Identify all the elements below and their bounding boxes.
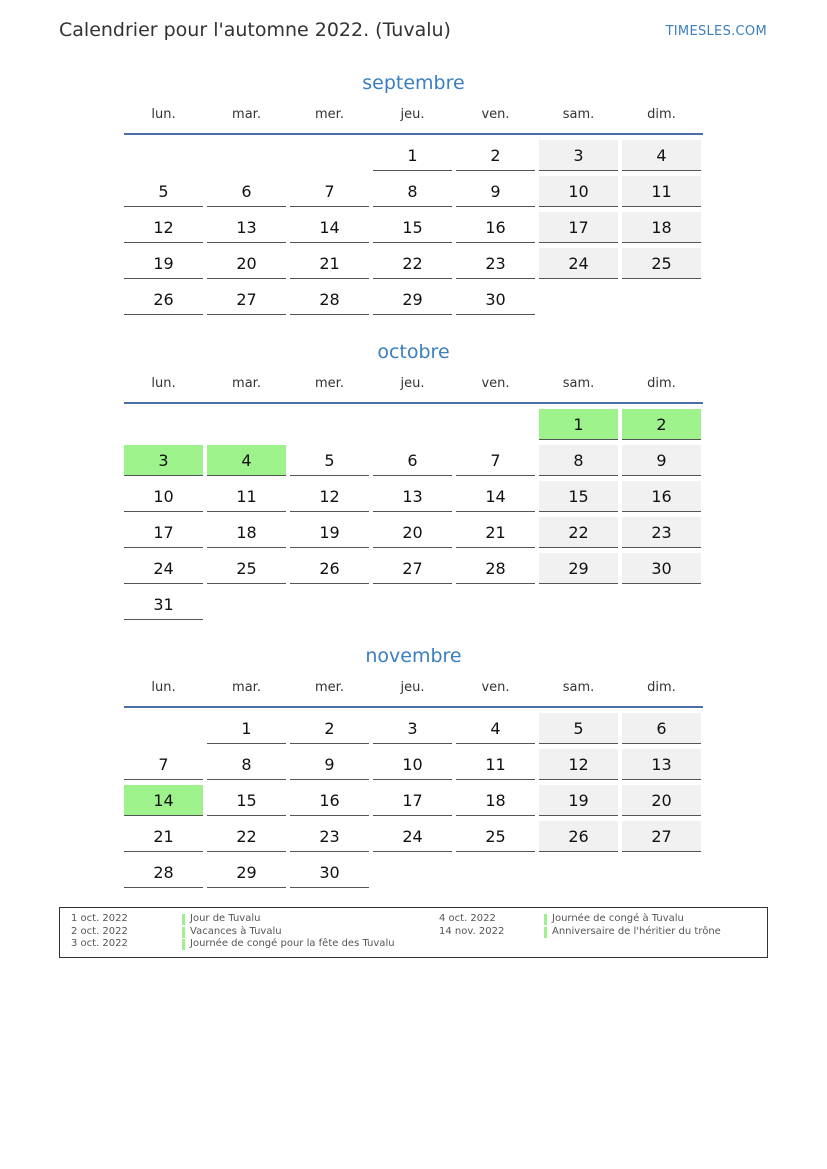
day-cell: 27 [622,821,701,852]
holiday-day-cell: 4 [207,445,286,476]
weekday-header [124,372,703,396]
day-cell: 20 [373,517,452,548]
empty-cell [124,140,203,171]
day-cell: 21 [290,248,369,279]
day-cell: 4 [622,140,701,171]
empty-cell [207,409,286,440]
holiday-day-cell: 2 [622,409,701,440]
day-cell: 15 [539,481,618,512]
day-grid [124,140,703,315]
day-cell: 8 [373,176,452,207]
legend-holiday-name: Journée de congé à Tuvalu [552,913,684,924]
weekday-label: jeu. [400,680,425,695]
day-cell: 16 [290,785,369,816]
day-cell: 16 [622,481,701,512]
day-cell: 2 [290,713,369,744]
day-cell: 12 [290,481,369,512]
holiday-day-cell: 1 [539,409,618,440]
day-cell: 25 [207,553,286,584]
legend-holiday-name: Vacances à Tuvalu [190,925,282,937]
day-cell: 24 [539,248,618,279]
weekday-label: sam. [562,107,595,122]
day-cell: 12 [124,212,203,243]
empty-cell [124,713,203,744]
weekday-label: dim. [647,376,676,391]
legend-date: 14 nov. 2022 [439,925,505,937]
month-title: septembre [362,72,465,94]
legend-holiday-name: Jour de Tuvalu [190,913,261,924]
day-cell: 26 [124,284,203,315]
day-cell: 19 [539,785,618,816]
day-cell: 12 [539,749,618,780]
weekday-label: dim. [647,680,676,695]
weekday-label: lun. [151,376,176,391]
header-rule [124,706,703,708]
day-cell: 8 [539,445,618,476]
weekday-label: sam. [562,680,595,695]
day-cell: 28 [290,284,369,315]
holiday-day-cell: 3 [124,445,203,476]
day-cell: 29 [539,553,618,584]
day-cell: 8 [207,749,286,780]
day-cell: 7 [456,445,535,476]
weekday-label: lun. [151,107,176,122]
weekday-label: lun. [151,680,176,695]
day-grid [124,409,703,620]
legend-date: 4 oct. 2022 [439,913,496,924]
empty-cell [290,140,369,171]
weekday-label: jeu. [400,107,425,122]
empty-cell [373,409,452,440]
legend-holiday-name: Anniversaire de l'héritier du trône [552,925,721,937]
day-cell: 29 [207,857,286,888]
day-cell: 13 [622,749,701,780]
day-cell: 9 [290,749,369,780]
month-november [124,642,703,888]
day-cell: 28 [124,857,203,888]
day-cell: 31 [124,589,203,620]
day-cell: 20 [622,785,701,816]
weekday-header [124,103,703,127]
legend-holiday-name: Journée de congé pour la fête des Tuvalu [190,938,395,949]
day-cell: 26 [539,821,618,852]
day-cell: 19 [290,517,369,548]
legend-color-marker [182,927,185,938]
day-cell: 21 [456,517,535,548]
day-cell: 5 [539,713,618,744]
day-cell: 1 [373,140,452,171]
day-cell: 9 [456,176,535,207]
day-cell: 24 [124,553,203,584]
day-cell: 16 [456,212,535,243]
day-cell: 18 [456,785,535,816]
day-cell: 27 [373,553,452,584]
day-cell: 14 [456,481,535,512]
legend-color-marker [182,939,185,950]
month-title: novembre [365,645,462,667]
day-cell: 13 [373,481,452,512]
day-cell: 18 [207,517,286,548]
legend-color-marker [544,914,547,925]
day-cell: 11 [622,176,701,207]
day-cell: 4 [456,713,535,744]
day-cell: 6 [207,176,286,207]
day-cell: 30 [290,857,369,888]
day-cell: 3 [373,713,452,744]
day-cell: 3 [539,140,618,171]
day-cell: 15 [373,212,452,243]
day-cell: 6 [622,713,701,744]
day-cell: 14 [290,212,369,243]
day-cell: 28 [456,553,535,584]
day-cell: 23 [622,517,701,548]
month-title: octobre [377,341,450,363]
day-cell: 10 [539,176,618,207]
empty-cell [290,409,369,440]
header-rule [124,133,703,135]
month-october [124,338,703,620]
day-cell: 9 [622,445,701,476]
day-cell: 25 [622,248,701,279]
day-cell: 19 [124,248,203,279]
weekday-label: mer. [315,680,344,695]
day-cell: 27 [207,284,286,315]
weekday-label: ven. [481,376,510,391]
legend-date: 1 oct. 2022 [71,913,128,924]
day-cell: 30 [622,553,701,584]
day-cell: 25 [456,821,535,852]
day-cell: 10 [373,749,452,780]
day-cell: 29 [373,284,452,315]
header-rule [124,402,703,404]
month-september [124,69,703,315]
day-cell: 6 [373,445,452,476]
day-cell: 10 [124,481,203,512]
weekday-label: mar. [232,376,261,391]
weekday-label: mar. [232,680,261,695]
page-title: Calendrier pour l'automne 2022. (Tuvalu) [59,19,451,41]
empty-cell [207,140,286,171]
holiday-legend [59,907,768,958]
day-cell: 23 [290,821,369,852]
day-cell: 7 [124,749,203,780]
day-cell: 26 [290,553,369,584]
day-cell: 17 [373,785,452,816]
day-cell: 2 [456,140,535,171]
day-cell: 17 [124,517,203,548]
holiday-day-cell: 14 [124,785,203,816]
weekday-label: ven. [481,680,510,695]
day-cell: 15 [207,785,286,816]
day-cell: 13 [207,212,286,243]
weekday-label: mer. [315,376,344,391]
day-cell: 22 [373,248,452,279]
empty-cell [456,409,535,440]
day-cell: 20 [207,248,286,279]
day-cell: 21 [124,821,203,852]
day-cell: 11 [207,481,286,512]
empty-cell [124,409,203,440]
day-cell: 7 [290,176,369,207]
weekday-label: mar. [232,107,261,122]
day-cell: 17 [539,212,618,243]
legend-color-marker [544,927,547,938]
weekday-header [124,676,703,700]
legend-color-marker [182,914,185,925]
day-cell: 23 [456,248,535,279]
day-cell: 22 [207,821,286,852]
day-grid [124,713,703,888]
day-cell: 11 [456,749,535,780]
weekday-label: ven. [481,107,510,122]
weekday-label: jeu. [400,376,425,391]
day-cell: 5 [124,176,203,207]
brand-link[interactable]: TIMESLES.COM [665,24,767,39]
day-cell: 1 [207,713,286,744]
day-cell: 22 [539,517,618,548]
day-cell: 18 [622,212,701,243]
day-cell: 24 [373,821,452,852]
day-cell: 5 [290,445,369,476]
legend-date: 3 oct. 2022 [71,938,128,949]
weekday-label: sam. [562,376,595,391]
weekday-label: dim. [647,107,676,122]
weekday-label: mer. [315,107,344,122]
legend-date: 2 oct. 2022 [71,925,128,937]
day-cell: 30 [456,284,535,315]
